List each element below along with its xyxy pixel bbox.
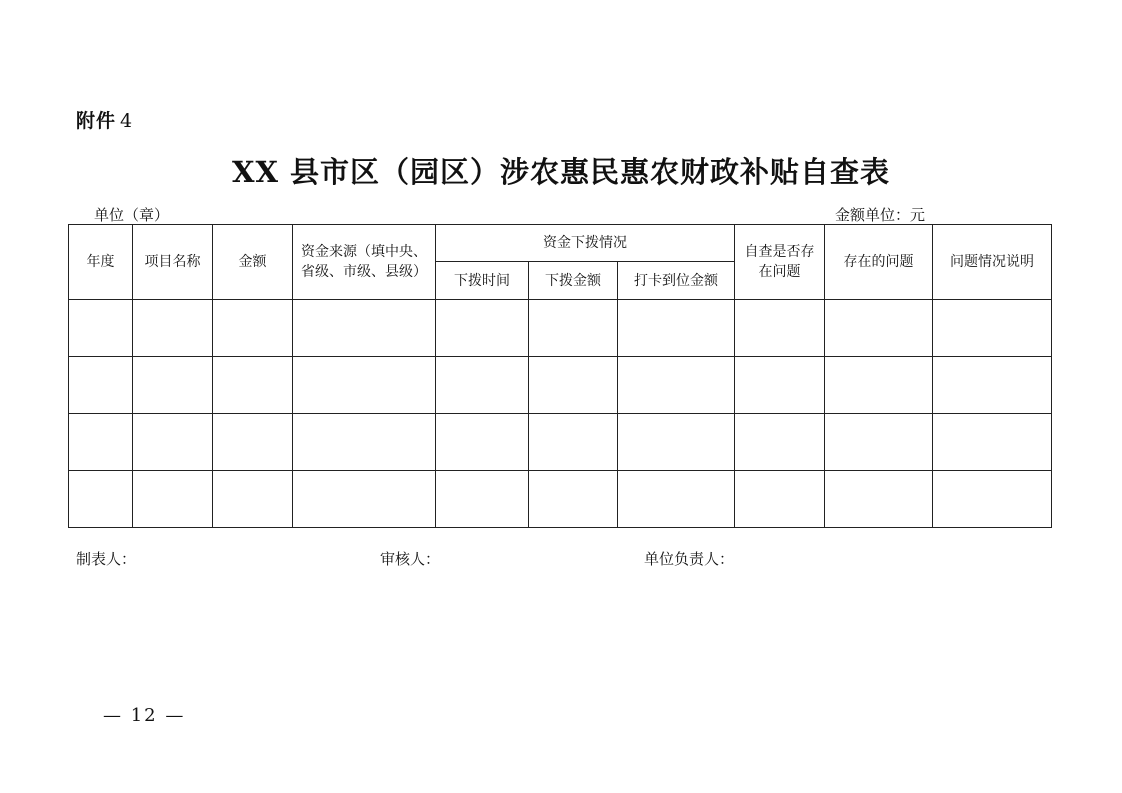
table-row [69,414,1052,471]
header-self-check-issue: 自查是否存在问题 [735,225,825,300]
header-allocation-time: 下拨时间 [436,262,529,300]
header-project-name: 项目名称 [133,225,213,300]
header-card-amount: 打卡到位金额 [618,262,735,300]
table-cell[interactable] [133,414,213,471]
header-allocation-amount: 下拨金额 [529,262,618,300]
table-cell[interactable] [825,471,933,528]
table-cell[interactable] [436,357,529,414]
attachment-text: 附件 [76,110,117,132]
table-cell[interactable] [293,414,436,471]
table-cell[interactable] [213,471,293,528]
table-cell[interactable] [436,471,529,528]
header-existing-issues: 存在的问题 [825,225,933,300]
table-cell[interactable] [133,300,213,357]
table-cell[interactable] [825,414,933,471]
self-check-table [68,224,1052,528]
table-cell[interactable] [69,471,133,528]
table-cell[interactable] [436,414,529,471]
table-cell[interactable] [69,414,133,471]
table-cell[interactable] [735,471,825,528]
attachment-number: 4 [120,110,134,132]
page-number: — 12 — [103,705,186,726]
table-cell[interactable] [735,300,825,357]
table-cell[interactable] [825,357,933,414]
table-cell[interactable] [529,471,618,528]
table-cell[interactable] [933,357,1052,414]
table-cell[interactable] [133,357,213,414]
amount-unit-label: 金额单位：元 [835,206,926,224]
table-cell[interactable] [618,471,735,528]
unit-leader-label: 单位负责人： [644,550,735,568]
header-amount: 金额 [213,225,293,300]
header-year: 年度 [69,225,133,300]
table-cell[interactable] [213,357,293,414]
header-fund-allocation: 资金下拨情况 [436,225,735,262]
table-cell[interactable] [293,471,436,528]
table-cell[interactable] [213,414,293,471]
table-cell[interactable] [735,357,825,414]
table-row [69,300,1052,357]
table-cell[interactable] [529,357,618,414]
table-cell[interactable] [69,300,133,357]
table-cell[interactable] [933,300,1052,357]
page-title: XX 县市区（园区）涉农惠民惠农财政补贴自查表 [231,155,891,189]
table-cell[interactable] [133,471,213,528]
table-cell[interactable] [293,357,436,414]
table-cell[interactable] [618,300,735,357]
preparer-label: 制表人： [76,550,137,568]
attachment-label [76,106,133,133]
header-fund-source: 资金来源（填中央、省级、市级、县级） [293,225,436,300]
table-row [69,471,1052,528]
table-cell[interactable] [735,414,825,471]
table-cell[interactable] [933,471,1052,528]
table-cell[interactable] [529,300,618,357]
table-cell[interactable] [436,300,529,357]
unit-seal-label: 单位（章） [94,206,170,224]
table-cell[interactable] [825,300,933,357]
table-cell[interactable] [618,414,735,471]
header-issue-description: 问题情况说明 [933,225,1052,300]
table-cell[interactable] [618,357,735,414]
table-row [69,357,1052,414]
reviewer-label: 审核人： [380,550,441,568]
table-cell[interactable] [293,300,436,357]
table-cell[interactable] [69,357,133,414]
table-cell[interactable] [933,414,1052,471]
table-cell[interactable] [529,414,618,471]
table-cell[interactable] [213,300,293,357]
